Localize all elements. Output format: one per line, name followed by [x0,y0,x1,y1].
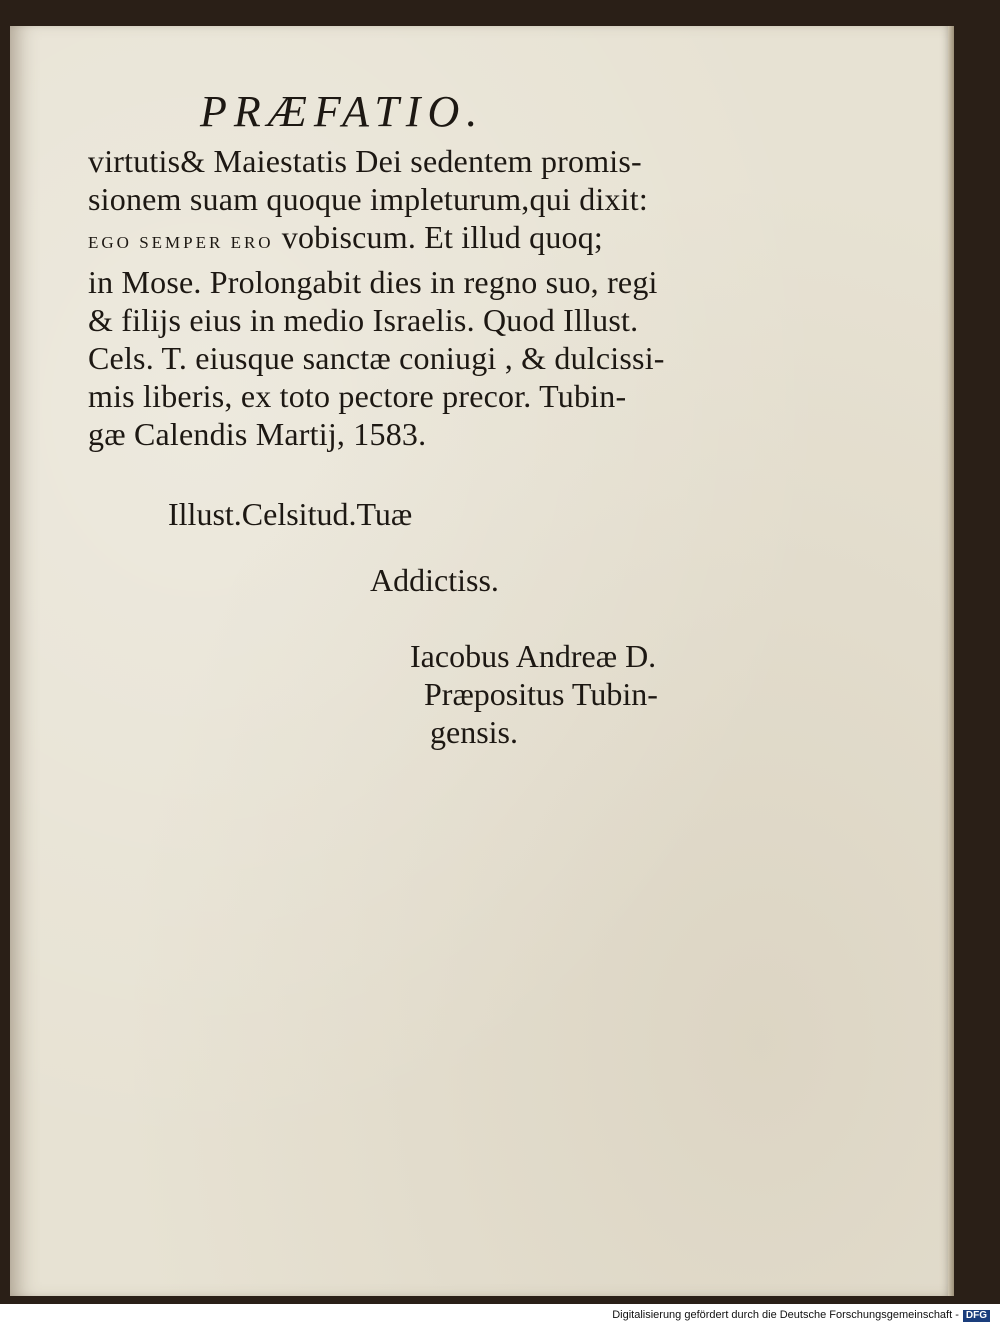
body-text [88,142,680,454]
body-line-6: Cels. T. eiusque sanctæ coniugi , & dulcissi- [88,340,665,377]
footer-text: Digitalisierung gefördert durch die Deutsche Forschungsgemeinschaft - [612,1309,959,1321]
body-line-5: & filijs eius in medio Israelis. Quod Illust. [88,301,639,338]
body-line-3 [88,218,680,262]
footer-credit [600,1308,990,1322]
body-line-3-rest: vobiscum. Et illud quoq; [281,219,604,256]
body-line-1: virtutis& Maiestatis Dei sedentem promis- [88,143,642,179]
signature-name: Iacobus Andreæ D. [410,638,657,674]
body-line-7: mis liberis, ex toto pectore precor. Tubin- [88,378,627,415]
smallcaps-phrase: EGO SEMPER ERO [88,233,274,253]
body-line-4: in Mose. Prolongabit dies in regno suo, regi [88,263,658,300]
page-heading: PRÆFATIO. [200,87,485,136]
body-line-2: sionem suam quoque impleturum,qui dixit: [88,181,648,218]
dfg-logo: DFG [963,1310,990,1322]
signature-title-1: Præpositus Tubin- [424,676,658,712]
signature-title-2: gensis. [430,714,518,750]
body-line-8: gæ Calendis Martij, 1583. [88,416,427,453]
closing-address: Illust.Celsitud.Tuæ [168,496,413,532]
closing-devotion: Addictiss. [370,562,499,598]
page-edge [948,26,954,1296]
